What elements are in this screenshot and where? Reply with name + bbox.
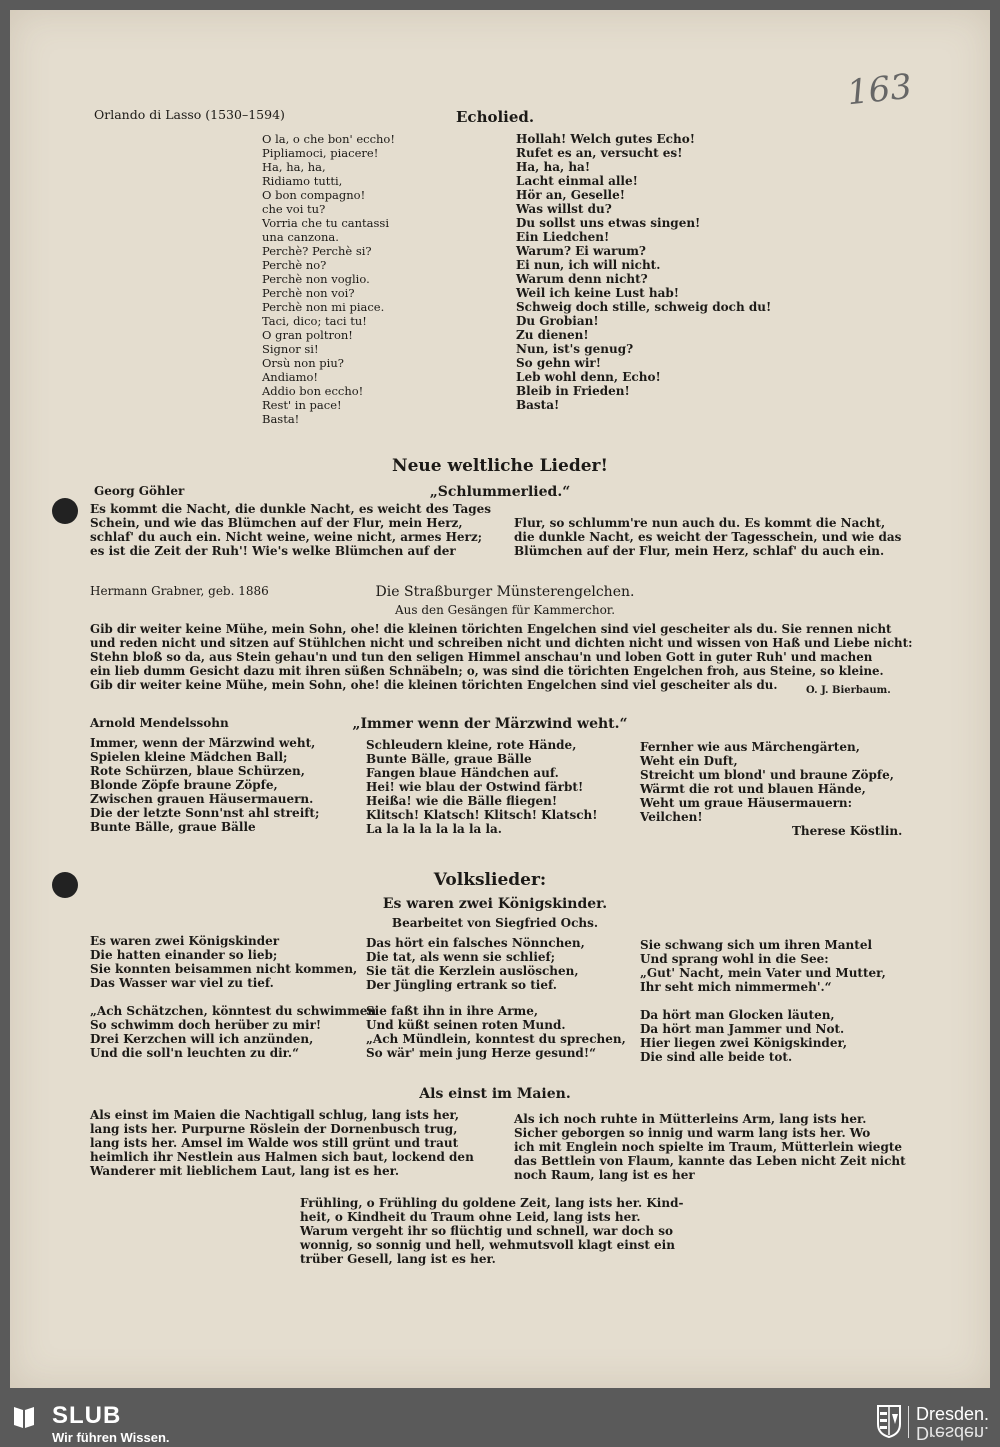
text-line: Das Wasser war viel zu tief.	[90, 976, 274, 990]
text-line: Sie tät die Kerzlein auslöschen,	[366, 964, 579, 978]
text-line: La la la la la la la la.	[366, 822, 502, 836]
text-line: Ha, ha, ha!	[516, 160, 591, 174]
text-line: Und die soll'n leuchten zu dir.“	[90, 1046, 299, 1060]
text-line: heimlich ihr Nestlein aus Halmen sich baut, lockend den	[90, 1150, 474, 1164]
text-line: Ihr seht mich nimmermeh'.“	[640, 980, 832, 994]
text-line: die dunkle Nacht, es weicht der Tagesschein, und wie das	[514, 530, 902, 544]
text-line: una canzona.	[262, 230, 339, 244]
text-line: Wanderer mit lieblichem Laut, lang ist es her.	[90, 1164, 400, 1178]
composer-lasso: Orlando di Lasso (1530–1594)	[94, 107, 285, 122]
text-line: Sie faßt ihn in ihre Arme,	[366, 1004, 539, 1018]
maien-left	[90, 1108, 474, 1178]
text-line: Addio bon eccho!	[262, 384, 364, 398]
text-line: Leb wohl denn, Echo!	[516, 370, 661, 384]
text-line: Stehn bloß so da, aus Stein gehau'n und tun den seligen Himmel anschau'n und loben Gott in guter Ruh' und machen	[90, 650, 873, 664]
composer-goehler: Georg Göhler	[94, 484, 185, 498]
text-line: Bleib in Frieden!	[516, 384, 630, 398]
text-line: Sicher geborgen so innig und warm lang ists her. Wo	[514, 1126, 871, 1140]
text-line: Weil ich keine Lust hab!	[516, 286, 680, 300]
text-line: Es waren zwei Königskinder	[90, 934, 280, 948]
text-line: Weht ein Duft,	[640, 754, 738, 768]
text-line: So wär' mein jung Herze gesund!“	[366, 1046, 596, 1060]
text-line: Ei nun, ich will nicht.	[516, 258, 661, 272]
text-line: Was willst du?	[516, 202, 612, 216]
section-heading-volkslieder: Volkslieder:	[433, 870, 547, 890]
text-line: Perchè no?	[262, 258, 327, 272]
text-line: Als ich noch ruhte in Mütterleins Arm, lang ists her.	[514, 1112, 867, 1126]
muensterengelchen-text	[90, 622, 912, 692]
text-line: Die tat, als wenn sie schlief;	[366, 950, 556, 964]
text-line: Die hatten einander so lieb;	[90, 948, 278, 962]
page-number: 163	[845, 66, 914, 114]
koenigskinder-stanza-5	[640, 938, 886, 994]
text-line: Du Grobian!	[516, 314, 599, 328]
text-line: Perchè non voi?	[262, 286, 355, 300]
text-line: lang ists her. Amsel im Walde wos still grünt und traut	[90, 1136, 459, 1150]
text-line: Bunte Bälle, graue Bälle	[366, 752, 532, 766]
text-line: Schweig doch stille, schweig doch du!	[516, 300, 772, 314]
text-line: Signor si!	[262, 342, 319, 356]
text-line: Die der letzte Sonn'nst ahl streift;	[90, 806, 320, 820]
text-line: Hör an, Geselle!	[516, 188, 625, 202]
text-line: ich mit Englein noch spielte im Traum, Mütterlein wiegte	[514, 1140, 903, 1154]
maien-right	[514, 1112, 906, 1182]
text-line: lang ists her. Purpurne Röslein der Dornenbusch trug,	[90, 1122, 458, 1136]
text-line: So gehn wir!	[516, 356, 601, 370]
text-line: O la, o che bon' eccho!	[262, 132, 395, 146]
text-line: Perchè non voglio.	[262, 272, 370, 286]
text-line: So schwimm doch herüber zu mir!	[90, 1018, 322, 1032]
dresden-logo-mirror: Dresden.	[916, 1423, 990, 1443]
document-page	[10, 10, 990, 1388]
text-line: Streicht um blond' und braune Zöpfe,	[640, 768, 894, 782]
punch-hole	[52, 872, 78, 898]
text-line: wonnig, so sonnig und hell, wehmutsvoll klagt einst ein	[300, 1238, 675, 1252]
maerzwind-col1	[90, 736, 319, 834]
koenigskinder-stanza-3	[366, 936, 585, 992]
text-line: Rote Schürzen, blaue Schürzen,	[90, 764, 305, 778]
koenigskinder-stanza-6	[640, 1008, 847, 1064]
text-line: Fangen blaue Händchen auf.	[366, 766, 559, 780]
text-line: Immer, wenn der Märzwind weht,	[90, 736, 316, 750]
text-line: Und sprang wohl in die See:	[640, 952, 829, 966]
composer-mendelssohn: Arnold Mendelssohn	[90, 716, 229, 730]
text-line: Wärmt die rot und blauen Hände,	[640, 782, 866, 796]
text-line: O bon compagno!	[262, 188, 366, 202]
italian-text	[262, 132, 395, 426]
text-line: Bunte Bälle, graue Bälle	[90, 820, 256, 834]
text-line: Der Jüngling ertrank so tief.	[366, 978, 557, 992]
text-line: che voi tu?	[262, 202, 326, 216]
text-line: Warum? Ei warum?	[516, 244, 646, 258]
text-line: Warum vergeht ihr so flüchtig und schnell, war doch so	[300, 1224, 674, 1238]
text-line: Sie schwang sich um ihren Mantel	[640, 938, 873, 952]
punch-hole	[52, 498, 78, 524]
section-heading-neue-lieder: Neue weltliche Lieder!	[392, 456, 608, 476]
text-line: Flur, so schlumm're nun auch du. Es kommt die Nacht,	[514, 516, 886, 530]
text-line: Die sind alle beide tot.	[640, 1050, 793, 1064]
text-line: Gib dir weiter keine Mühe, mein Sohn, ohe! die kleinen törichten Engelchen sind viel gescheiter als du.	[90, 678, 778, 692]
text-line: „Ach Mündlein, konntest du sprechen,	[366, 1032, 626, 1046]
text-line: Pipliamoci, piacere!	[262, 146, 379, 160]
text-line: O gran poltron!	[262, 328, 353, 342]
title-schlummerlied: „Schlummerlied.“	[429, 484, 571, 500]
koenigskinder-stanza-4	[366, 1004, 626, 1060]
dresden-logo-text: Dresden.	[916, 1404, 990, 1424]
text-line: Andiamo!	[262, 370, 319, 384]
text-line: Blonde Zöpfe braune Zöpfe,	[90, 778, 278, 792]
title-muensterengelchen: Die Straßburger Münsterengelchen.	[375, 584, 635, 600]
schlummerlied-left	[90, 502, 491, 558]
text-line: Weht um graue Häusermauern:	[640, 796, 853, 810]
text-line: Das hört ein falsches Nönnchen,	[366, 936, 585, 950]
text-line: Vorria che tu cantassi	[262, 216, 390, 230]
text-line: Zu dienen!	[516, 328, 589, 342]
title-echolied: Echolied.	[456, 108, 535, 126]
footer-bar	[0, 1398, 1000, 1447]
text-line: Schleudern kleine, rote Hände,	[366, 738, 577, 752]
text-line: Drei Kerzchen will ich anzünden,	[90, 1032, 314, 1046]
book-icon	[12, 1404, 36, 1430]
koenigskinder-stanza-2	[90, 1004, 376, 1060]
slub-logo-text: SLUB	[52, 1402, 122, 1429]
text-line: Schein, und wie das Blümchen auf der Flur, mein Herz,	[90, 516, 463, 530]
title-maien: Als einst im Maien.	[419, 1086, 571, 1102]
text-line: „Gut' Nacht, mein Vater und Mutter,	[640, 966, 886, 980]
text-line: Rufet es an, versucht es!	[516, 146, 683, 160]
text-line: Basta!	[262, 412, 300, 426]
title-maerzwind: „Immer wenn der Märzwind weht.“	[352, 716, 628, 732]
text-line: Rest' in pace!	[262, 398, 342, 412]
title-koenigskinder: Es waren zwei Königskinder.	[382, 896, 608, 912]
text-line: schlaf' du auch ein. Nicht weine, weine nicht, armes Herz;	[90, 530, 483, 544]
text-line: noch Raum, lang ist es her	[514, 1168, 695, 1182]
text-line: Hollah! Welch gutes Echo!	[516, 132, 695, 146]
koenigskinder-stanza-1	[90, 934, 357, 990]
text-line: Warum denn nicht?	[516, 272, 648, 286]
slub-tagline: Wir führen Wissen.	[52, 1430, 170, 1445]
text-line: Als einst im Maien die Nachtigall schlug, lang ists her,	[90, 1108, 460, 1122]
text-line: Sie konnten beisammen nicht kommen,	[90, 962, 358, 976]
text-line: Es kommt die Nacht, die dunkle Nacht, es weicht des Tages	[90, 502, 492, 516]
text-line: Orsù non piu?	[262, 356, 344, 370]
text-line: Da hört man Glocken läuten,	[640, 1008, 835, 1022]
text-line: Fernher wie aus Märchengärten,	[640, 740, 860, 754]
schlummerlied-right	[514, 516, 901, 558]
text-line: es ist die Zeit der Ruh'! Wie's welke Blümchen auf der	[90, 544, 456, 558]
text-line: Gib dir weiter keine Mühe, mein Sohn, ohe! die kleinen törichten Engelchen sind viel gescheiter als du. Sie rennen nicht	[90, 622, 892, 636]
text-line: Hei! wie blau der Ostwind färbt!	[366, 780, 584, 794]
author-bierbaum: O. J. Bierbaum.	[806, 685, 891, 696]
text-line: ein lieb dumm Gesicht dazu mit ihren süßen Schnäbeln; o, was sind die törichten Engelchen froh, aus Steine, so kleine.	[90, 664, 884, 678]
german-text	[516, 132, 771, 412]
text-line: Ha, ha, ha,	[262, 160, 326, 174]
text-line: Frühling, o Frühling du goldene Zeit, lang ists her. Kind-	[300, 1196, 684, 1210]
text-line: und reden nicht und sitzen auf Stühlchen nicht und schreiben nicht und dichten nicht und wissen von Haß und Liebe nicht:	[90, 636, 913, 650]
text-line: trüber Gesell, lang ist es her.	[300, 1252, 496, 1266]
text-line: Ein Liedchen!	[516, 230, 610, 244]
text-line: Veilchen!	[640, 810, 703, 824]
text-line: Blümchen auf der Flur, mein Herz, schlaf' du auch ein.	[514, 544, 885, 558]
text-line: Hier liegen zwei Königskinder,	[640, 1036, 848, 1050]
text-line: Spielen kleine Mädchen Ball;	[90, 750, 288, 764]
text-line: Da hört man Jammer und Not.	[640, 1022, 845, 1036]
composer-grabner: Hermann Grabner, geb. 1886	[90, 584, 269, 598]
text-line: Lacht einmal alle!	[516, 174, 638, 188]
text-line: Heißa! wie die Bälle fliegen!	[366, 794, 558, 808]
dresden-crest-icon	[876, 1404, 902, 1438]
text-line: Zwischen grauen Häusermauern.	[90, 792, 314, 806]
text-line: Taci, dico; taci tu!	[262, 314, 367, 328]
text-line: „Ach Schätzchen, könntest du schwimmen	[90, 1004, 377, 1018]
text-line: Klitsch! Klatsch! Klitsch! Klatsch!	[366, 808, 598, 822]
maien-center	[300, 1196, 683, 1266]
text-line: Nun, ist's genug?	[516, 342, 634, 356]
text-line: Und küßt seinen roten Mund.	[366, 1018, 566, 1032]
maerzwind-col2	[366, 738, 598, 836]
author-koestlin: Therese Köstlin.	[792, 824, 903, 838]
subtitle-kammerchor: Aus den Gesängen für Kammerchor.	[394, 603, 616, 617]
text-line: Ridiamo tutti,	[262, 174, 343, 188]
text-line: das Bettlein von Flaum, kannte das Leben nicht Zeit nicht	[514, 1154, 906, 1168]
text-line: Perchè non mi piace.	[262, 300, 385, 314]
text-line: Du sollst uns etwas singen!	[516, 216, 701, 230]
text-line: heit, o Kindheit du Traum ohne Leid, lang ists her.	[300, 1210, 641, 1224]
text-line: Perchè? Perchè si?	[262, 244, 372, 258]
maerzwind-col3	[640, 740, 894, 824]
footer-divider	[908, 1406, 909, 1438]
text-line: Basta!	[516, 398, 560, 412]
subtitle-ochs: Bearbeitet von Siegfried Ochs.	[391, 916, 599, 930]
